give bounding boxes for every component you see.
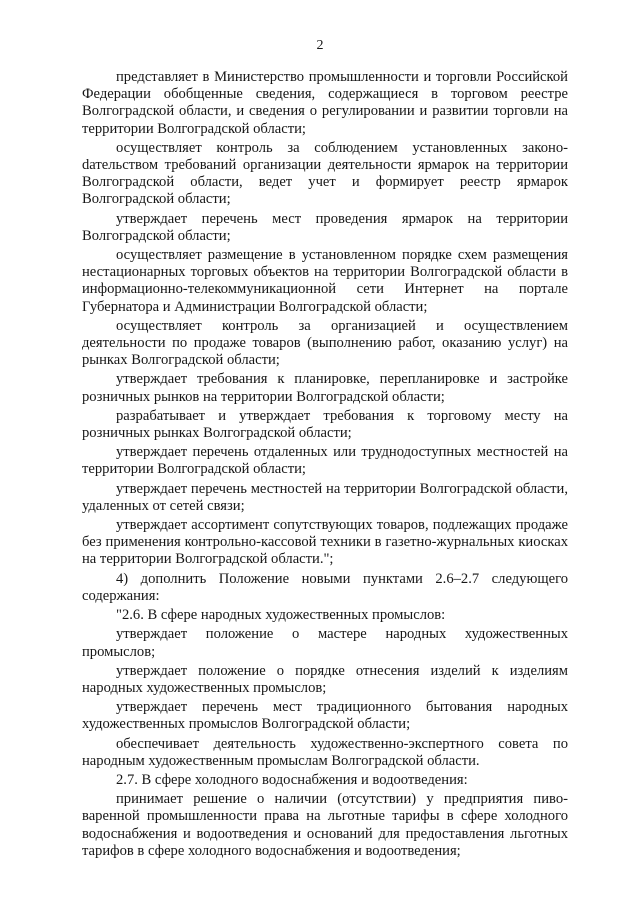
paragraph-fair-control: осуществляет контроль за соблюдением установленных законоdательством требований организации деятельности ярмарок на территории Волгоградской области, ведет учет и формирует реестр ярмарок Волгоградской области; (82, 139, 568, 208)
paragraph-section-2-6-heading: "2.6. В сфере народных художественных промыслов: (116, 607, 446, 624)
paragraph-crafts-locations: утверждает перечень мест традиционного бытования народных художественных промыслов Волгоградской области; (82, 699, 568, 733)
paragraph-market-control: осуществляет контроль за организацией и осуществлением деятельности по продаже товаров (выполнению работ, оказанию услуг) на рынках Волгоградской области; (82, 317, 568, 369)
paragraph-nonstationary-objects: осуществляет размещение в установленном порядке схем размещения нестационарных торговых объектов на территории Волгоградской области в информационно-телекоммуникационной сети Интернет на портале Губернатора и Администрации Волгоградской области; (82, 247, 568, 315)
paragraph-master-regulation: утверждает положение о мастере народных художественных промыслов; (82, 626, 568, 660)
paragraph-amendment-item-4: 4) дополнить Положение новыми пунктами 2.6–2.7 следующего содержания: (82, 570, 568, 604)
paragraph-trading-place: разрабатывает и утверждает требования к торговому месту на розничных рынках Волгоградской области; (82, 407, 568, 442)
paragraph-remote-areas: утверждает перечень отдаленных или труднодоступных местностей на территории Волгоградской области; (82, 444, 568, 478)
paragraph-brewery-tariffs: принимает решение о наличии (отсутствии) у предприятия пивоваренной промышленности права на льготные тарифы в сфере холодного водоснабжения и водоотведения и оснований для предоставления льготных тарифов в сфере холодного водоснабжения и водоотведения; (82, 791, 568, 859)
paragraph-fair-locations: утверждает перечень мест проведения ярмарок на территории Волгоградской области; (82, 210, 568, 244)
paragraph-market-planning: утверждает требования к планировке, перепланировке и застройке розничных рынков на территории Волгоградской области; (82, 371, 568, 405)
paragraph-no-communication-areas: утверждает перечень местностей на территории Волгоградской области, удаленных от сетей связи; (82, 480, 568, 514)
page-number: 2 (316, 38, 324, 53)
paragraph-kiosk-goods: утверждает ассортимент сопутствующих товаров, подлежащих продаже без применения контрольно-кассовой техники в газетно-журнальных киосках на территории Волгоградской области."; (82, 517, 568, 568)
paragraph-trade-register: представляет в Министерство промышленности и торговли Российской Федерации обобщенные сведения, содержащиеся в торговом реестре Волгоградской области, и сведения о регулировании и развитии торговли на территории Волгоградской области; (82, 69, 568, 137)
paragraph-expert-council: обеспечивает деятельность художественно-экспертного совета по народным художественным промыслам Волгоградской области. (82, 735, 568, 769)
paragraph-crafts-classification: утверждает положение о порядке отнесения изделий к изделиям народных художественных промыслов; (82, 662, 568, 696)
paragraph-section-2-7-heading: 2.7. В сфере холодного водоснабжения и водоотведения: (116, 771, 468, 788)
document-body (82, 69, 568, 862)
